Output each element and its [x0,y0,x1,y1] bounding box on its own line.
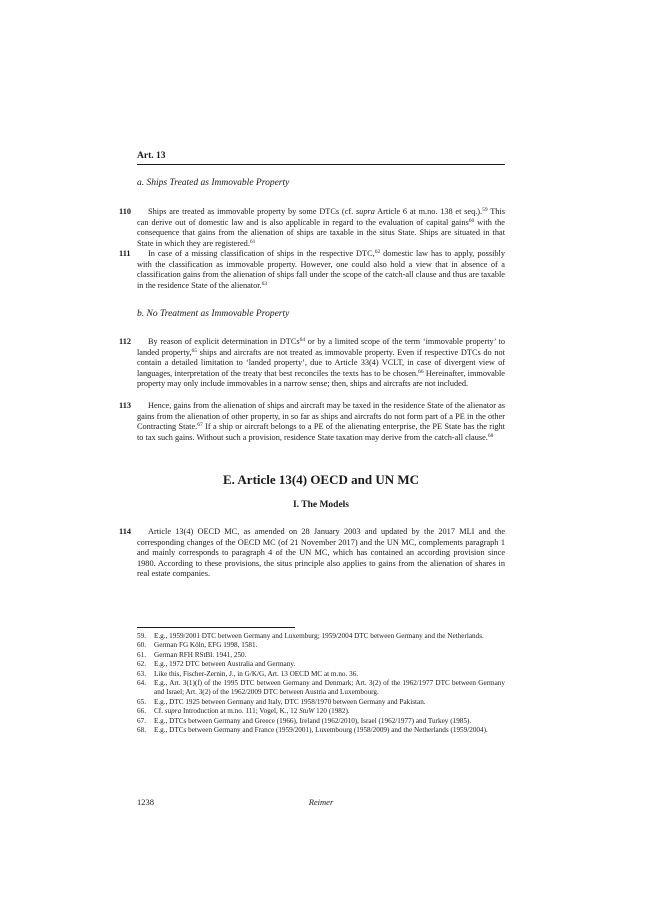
paragraph-113: Hence, gains from the alienation of ships and aircraft may be taxed in the residence State of the alienator as gains from the alienation of other property, in so far as ships and aircrafts do not form part of a PE in the other Contracting State.$^{67}$ If a ship or aircraft belongs to a PE of the alienating enterprise, the PE State has the right to tax such gains. Without such a provision, residence State taxation may derive from the catch-all clause.$^{68}$ [137,401,505,442]
margin-number-112: 112 [119,337,131,346]
article-label: Art. 13 [137,151,166,161]
footnote-59: 59. E.g., 1959/2001 DTC between Germany and Luxemburg; 1959/2004 DTC between Germany and the Netherlands. [137,632,484,640]
page-number: 1238 [137,797,154,807]
footnote-ref: 62 [374,249,381,255]
author-name: Reimer [308,797,334,807]
section-heading-e: E. Article 13(4) OECD and UN MC [222,472,420,487]
footnote-separator [137,627,295,628]
paragraph-114: Article 13(4) OECD MC, as amended on 28 January 2003 and updated by the 2017 MLI and the corresponding changes of the OECD MC (of 21 November 2017) and the UN MC, complements paragraph 1 and mainly corresponds to paragraph 4 of the UN MC, which has contained an according provision since 1980. According to these provisions, the situs principle also applies to gains from the alienation of shares in real estate companies. [137,527,505,579]
footnote-ref: 65 [191,347,197,354]
footnote-ref: 67 [197,422,203,429]
footnote-ref: 68 [487,432,494,439]
footnote-ref: 66 [418,368,424,375]
footnote-ref: 61 [249,238,256,245]
footnotes [137,632,505,735]
footnote-62: 62. E.g., 1972 DTC between Australia and Germany. [137,660,296,669]
section-heading-e1: I. The Models [292,500,350,510]
footnote-67: 67. E.g., DTCs between Germany and Greece (1966), Ireland (1962/2010), Israel (1962/1977) and Turkey (1985). [137,716,472,725]
footnote-64: 64. E.g., Art. 3(1)(f) of the 1995 DTC between Germany and Denmark; Art. 3(2) of the 1962/1977 DTC between Germany and Israel; Art. 3(2) of the 1962/2009 DTC between Austria and Luxembourg. [137,679,505,697]
footnote-65: 65. E.g., DTC 1925 between Germany and Italy, DTC 1958/1970 between Germany and Pakistan. [137,697,426,706]
paragraph-111: In case of a missing classification of ships in the respective DTC,$^{62}$ domestic law has to apply, possibly with the classification as immovable property. However, one could also hold a view that in absence of a classification gains from the alienation of ships fall under the scope of the catch-all clause and thus are taxable in the residence State of the alienator.$^{63}$ [137,249,505,290]
footnote-ref: 60 [468,217,475,224]
footnote-66: 66. Cf. supra Introduction at m.no. 111; Vogel, K., 12 StuW 120 (1982). [137,707,350,716]
paragraph-110: Ships are treated as immovable property by some DTCs (cf. supra Article 6 at m.no. 138 et seq.).$^{59}$ This can derive out of domestic law and is also applicable in regard to the evaluation of capital gains$^{60}$ with the consequence that gains from the alienation of ships are taxable in the situs State. Ships are situated in that State in which they are registered.$^{61}$ [137,207,505,248]
footnote-ref: 59 [482,207,488,213]
footnote-61: 61. German RFH RStBl. 1941, 250. [137,650,247,659]
subheading-a: a. Ships Treated as Immovable Property [137,178,290,188]
subheading-b: b. No Treatment as Immovable Property [137,309,290,319]
margin-number-113: 113 [119,401,131,410]
footnote-63: 63. Like this, Fischer-Zernin, J., in G/K/G, Art. 13 OECD MC at m.no. 36. [137,669,359,678]
footnote-ref: 64 [299,337,306,343]
footnote-60: 60. German FG Köln, EFG 1998, 1581. [137,641,258,650]
footnote-ref: 63 [261,280,268,287]
footnote-68: 68. E.g., DTCs between Germany and France (1959/2001), Luxembourg (1958/2009) and the Netherlands (1959/2004). [137,726,488,735]
margin-number-110: 110 [119,207,131,216]
running-header [137,151,505,165]
margin-number-114: 114 [119,527,131,536]
paragraph-112: By reason of explicit determination in DTCs$^{64}$ or by a limited scope of the term ‘immovable property’ to landed property,$^{65}$ ships and aircrafts are not treated as immovable property. Even if respective DTCs do not contain a detailed limitation to ‘landed property’, due to Article 33(4) VCLT, in case of divergent view of languages, interpretation of the treaty that best reconciles the texts has to be chosen.$^{66}$ Hereinafter, immovable property may only include immovables in a narrow sense; then, ships and aircrafts are not included. [137,337,505,389]
margin-number-111: 111 [119,249,131,258]
